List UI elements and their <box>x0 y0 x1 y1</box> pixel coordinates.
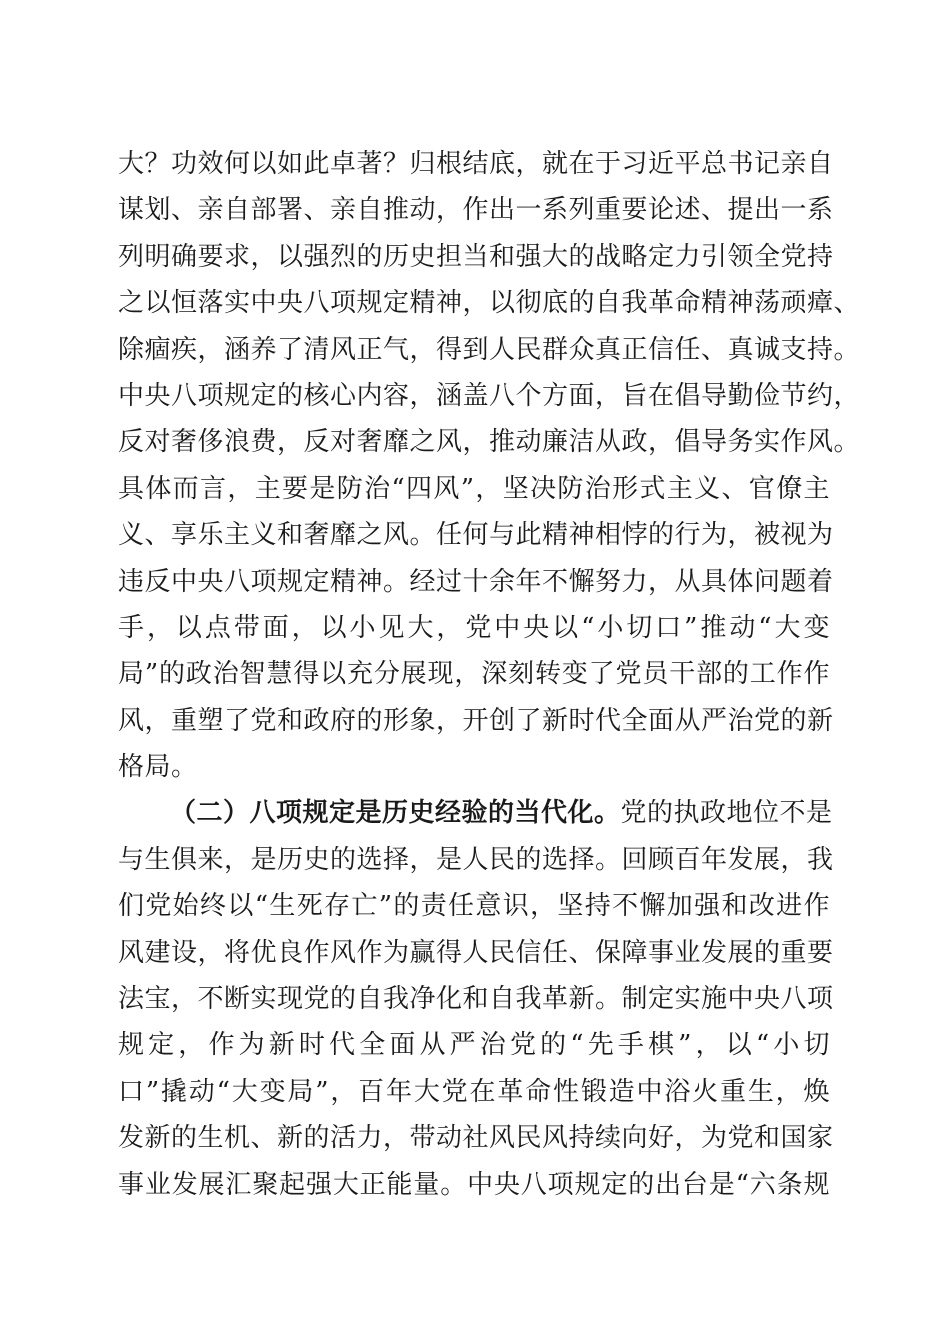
paragraph-2-line-8: 发新的生机、新的活力，带动社风民风持续向好，为党和国家 <box>118 1123 834 1154</box>
paragraph-2-line-5: 法宝，不断实现党的自我净化和自我革新。制定实施中央八项 <box>118 984 834 1015</box>
paragraph-2-line-9: 事业发展汇聚起强大正能量。中央八项规定的出台是“六条规 <box>118 1169 830 1200</box>
paragraph-1-line-1: 大？功效何以如此卓著？归根结底，就在于习近平总书记亲自 <box>118 149 834 179</box>
section-heading: （二）八项规定是历史经验的当代化。 <box>170 798 621 829</box>
paragraph-1-line-6: 中央八项规定的核心内容，涵盖八个方面，旨在倡导勤俭节约， <box>118 380 861 411</box>
paragraph-1-line-8: 具体而言，主要是防治“四风”，坚决防治形式主义、官僚主 <box>118 473 830 504</box>
paragraph-1-line-5: 除痼疾，涵养了清风正气，得到人民群众真正信任、真诚支持。 <box>118 334 861 365</box>
paragraph-2-first-line-text: 党的执政地位不是 <box>620 798 833 829</box>
paragraph-1-line-11: 手，以点带面，以小见大，党中央以“小切口”推动“大变 <box>118 612 830 643</box>
body-text <box>118 141 861 1208</box>
paragraph-1-line-7: 反对奢侈浪费，反对奢靡之风，推动廉洁从政，倡导务实作风。 <box>118 427 861 458</box>
paragraph-1-line-13: 风，重塑了党和政府的形象，开创了新时代全面从严治党的新 <box>118 705 834 736</box>
paragraph-2-line-6: 规定，作为新时代全面从严治党的“先手棋”，以“小切 <box>118 1030 830 1061</box>
paragraph-2-line-3: 们党始终以“生死存亡”的责任意识，坚持不懈加强和改进作 <box>118 891 830 922</box>
paragraph-1-line-3: 列明确要求，以强烈的历史担当和强大的战略定力引领全党持 <box>118 241 834 272</box>
paragraph-1-line-9: 义、享乐主义和奢靡之风。任何与此精神相悖的行为，被视为 <box>118 520 834 551</box>
paragraph-1-line-10: 违反中央八项规定精神。经过十余年不懈努力，从具体问题着 <box>118 566 834 597</box>
paragraph-2-line-2: 与生俱来，是历史的选择，是人民的选择。回顾百年发展，我 <box>118 844 834 875</box>
paragraph-2-line-7: 口”撬动“大变局”，百年大党在革命性锻造中浴火重生，焕 <box>118 1076 830 1107</box>
paragraph-1-line-14: 格局。 <box>118 752 198 783</box>
paragraph-1-line-4: 之以恒落实中央八项规定精神，以彻底的自我革命精神荡顽瘴、 <box>118 288 861 319</box>
paragraph-1-line-2: 谋划、亲自部署、亲自推动，作出一系列重要论述、提出一系 <box>118 195 834 226</box>
paragraph-2-first-line <box>118 790 833 836</box>
paragraph-2-line-4: 风建设，将优良作风作为赢得人民信任、保障事业发展的重要 <box>118 937 834 968</box>
paragraph-1-line-12: 局”的政治智慧得以充分展现，深刻转变了党员干部的工作作 <box>118 659 830 690</box>
